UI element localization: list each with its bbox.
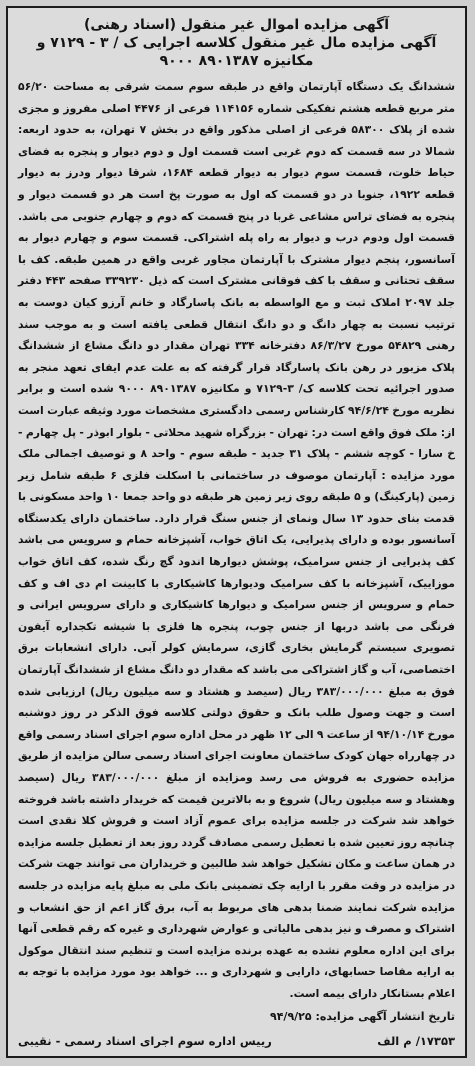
notice-title-line-2: آگهی مزایده مال غیر منقول کلاسه اجرایی ک / ۳ - ۷۱۲۹ و (36, 35, 437, 51)
notice-signature: رییس اداره سوم اجرای اسناد رسمی - نقیبی (18, 1034, 272, 1048)
notice-footer (18, 1034, 455, 1048)
notice-title-line-3: مکانیزه ۸۹۰۱۳۸۷ ۹۰۰۰ (159, 53, 314, 69)
notice-content (8, 8, 465, 1033)
publication-date (18, 1007, 455, 1027)
notice-code: ۱۷۳۵۳/ م الف (377, 1034, 455, 1048)
notice-body: ششدانگ یک دستگاه آپارتمان واقع در طبقه سوم سمت شرقی به مساحت ۵۶/۲۰ متر مربع قطعه هشتم تفکیکی شماره ۱۱۴۱۵۶ فرعی از ۴۴۷۶ اصلی مفروز و مجزی شده از پلاک ۵۸۳۰۰ فرعی از اصلی مذکور واقع در بخش ۷ تهران، به حدود اربعه: شمالا در سه قسمت که دوم غربی است قسمت اول و دوم دیوار و پنجره به فضای حیاط خلوت، قسمت سوم دیوار به دیوار قطعه ۱۶۸۴، شرقا دیوار ودرز به دیوار قطعه ۱۹۲۲، جنوبا در دو قسمت که اول به صورت پخ است هر دو قسمت دیوار و پنجره به فضای تراس مشاعی غربا در پنج قسمت که دوم و چهارم جنوبی می باشد. قسمت اول ودوم درب و دیوار به راه پله اشتراکی. قسمت سوم و چهارم دیوار به آسانسور، پنجم دیوار مشترک با آپارتمان مجاور غربی واقع در همین طبقه. کف با سقف تحتانی و سقف با کف فوقانی مشترک است که ذیل ۳۳۹۲۳۰ صفحه ۴۴۳ دفتر جلد ۲۰۹۷ املاک ثبت و مع الواسطه به بانک پاسارگاد و خانم آرزو کیان دوست به ترتیب نسبت به چهار دانگ و دو دانگ انتقال قطعی یافته است و به موجب سند رهنی ۵۴۸۲۹ مورخ ۸۶/۳/۲۷ دفترخانه ۳۳۴ تهران مقدار دو دانگ مشاع از ششدانگ پلاک مزبور در رهن بانک پاسارگاد قرار گرفته که به علت عدم ایفای تعهد منجر به صدور اجرائیه تحت کلاسه ک/ ۳-۷۱۲۹ و مکانیزه ۸۹۰۱۳۸۷ ۹۰۰۰ شده است و برابر نظریه مورخ ۹۴/۶/۲۴ کارشناس رسمی دادگستری مشخصات مورد وثیقه عبارت است از: ملک فوق واقع است در: تهران - بزرگراه شهید محلاتی - بلوار ابوذر - پل چهارم - خ سارا - کوچه ششم - پلاک ۳۱ جدید - طبقه سوم - واحد ۸ و توصیف اجمالی ملک مورد مزایده : آپارتمان موصوف در ساختمانی با اسکلت فلزی ۶ طبقه شامل زیر زمین (پارکینگ) و ۵ طبقه روی زیر زمین هر طبقه دو واحد جمعا ۱۰ واحد مسکونی با قدمت بنای حدود ۱۳ سال ونمای از جنس سنگ قرار دارد. ساختمان دارای یکدستگاه آسانسور بوده و دارای پذیرایی، یک اتاق خواب، آشپزخانه حمام و سرویس می باشد کف پذیرایی از جنس سرامیک، پوشش دیوارها اندود گچ رنگ شده، کف اتاق خواب موزاییک، آشپزخانه با کف سرامیک ودیوارها کاشیکاری با کابینت ام دی اف و کف حمام و سرویس از جنس سرامیک و دیوارها کاشیکاری و دارای سرویس ایرانی و فرنگی می باشد دربها از جنس چوب، پنجره ها فلزی با شیشه تکجداره آیفون تصویری سیستم گرمایش بخاری گازی، سرمایش کولر آبی. دارای انشعابات برق اختصاصی، آب و گاز اشتراکی می باشد که مقدار دو دانگ مشاع از ششدانگ آپارتمان فوق به مبلغ ۳۸۳/۰۰۰/۰۰۰ ریال (سیصد و هشتاد و سه میلیون ریال) ارزیابی شده است و جهت وصول طلب بانک و حقوق دولتی کلاسه فوق الذکر در روز دوشنبه مورخ ۹۴/۱۰/۱۴ از ساعت ۹ الی ۱۲ ظهر در محل اداره سوم اجرای اسناد رسمی واقع در چهارراه جهان کودک ساختمان معاونت اجرای اسناد رسمی سالن مزایده از طریق مزایده حضوری به فروش می رسد ومزایده از مبلغ ۳۸۳/۰۰۰/۰۰۰ ریال (سیصد وهشتاد و سه میلیون ریال) شروع و به بالاترین قیمت که خریدار داشته باشد فروخته خواهد شد شرکت در جلسه مزایده برای عموم آزاد است و فروش کلا نقدی است چنانچه روز تعیین شده با تعطیل رسمی مصادف گردد روز بعد از تعطیل جلسه مزایده در همان ساعت و مکان تشکیل خواهد شد طالبین و خریداران می توانند جهت شرکت در مزایده در وقت مقرر با ارایه چک تضمینی بانک ملی به مبلغ پایه مزایده در جلسه مزایده شرکت نمایند ضمنا بدهی های مربوط به آب، برق گاز اعم از حق انشعاب و اشتراک و مصرف و نیز بدهی مالیاتی و عوارض شهرداری و غیره که رقم قطعی آنها برای این اداره معلوم نشده به عهده برنده مزایده است و تنظیم سند انتقال موکول به ارایه مفاصا حسابهای، دارایی و شهرداری و ... خواهد بود مورد مزایده با توجه به اعلام بستانکار دارای بیمه است. (18, 80, 456, 1000)
notice-frame (6, 6, 467, 1058)
notice-title-line-1: آگهی مزایده اموال غیر منقول (اسناد رهنی) (83, 17, 390, 33)
publication-date-value: ۹۴/۹/۲۵ (270, 1009, 312, 1023)
publication-date-label: تاریخ انتشار آگهی مزایده: (315, 1009, 455, 1023)
